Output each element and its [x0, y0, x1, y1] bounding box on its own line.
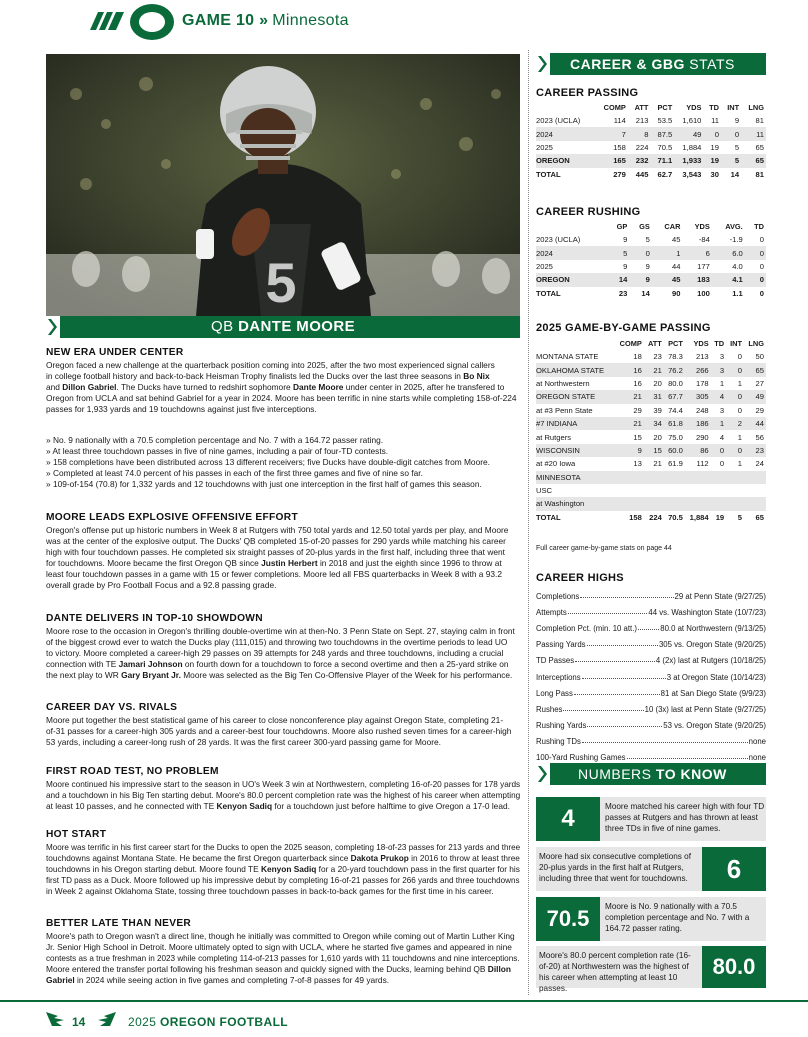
table-row: 2024 7 8 87.5 49 0 0 11 — [536, 127, 766, 140]
section-body-new-era: Oregon faced a new challenge at the quarterback position coming into 2025, after the two most experienced signal callers in college football history and back-to-back Heisman Trophy finalists led the Ducks over the last three seasons in Bo Nix and Dillon Gabriel. The Ducks have turned to redshirt sophomore Dante Moore under center in 2025, after he transfered to Oregon from UCLA and sat behind Gabriel for a year in 2024. Moore has been terrific in nine starts while completing 158-of-224 passes for 1,933 yards and 19 touchdowns against just five interceptions. — [46, 360, 517, 415]
table-cell: 3 — [719, 405, 725, 415]
table-cell: 13 — [633, 459, 642, 469]
table-cell: 65 — [744, 363, 766, 376]
footer-publication-title: 2025 OREGON FOOTBALL — [128, 1015, 289, 1029]
table-cell: 3 — [719, 352, 725, 362]
table-cell: 9 — [615, 444, 644, 457]
gbg-footnote: Full career game-by-game stats on page 44 — [536, 545, 672, 552]
dot-leader — [627, 753, 748, 759]
section-body-showdown: Moore rose to the occasion in Oregon's thrilling double-overtime win at then-No. 3 Penn State on Sept. 27, staying calm in front of the biggest crowd ever to watch the Ducks play (111,015) and throwing two touchdowns in the overtime periods to lead UO to victory. Moore completed a career-high 29 passes on 39 attempts for 248 yards and three touchdowns, including a crucial connection with TE Jamari Johnson on fourth down for a touchdown to force a second overtime and then a 25-yard strike on the next play to WR Gary Bryant Jr. Moore was selected as the Big Ten Co-Offensive Player of the Week for his performance. — [46, 626, 515, 681]
section-title-new-era: NEW ERA UNDER CENTER — [46, 347, 184, 358]
table-cell — [711, 471, 727, 484]
table-row — [536, 497, 766, 510]
list-item — [536, 718, 766, 734]
table-cell: 21 — [615, 417, 644, 430]
wing-icon — [44, 1008, 68, 1032]
table-cell: USC — [536, 486, 553, 496]
table-cell — [615, 471, 644, 484]
table-cell: 21 — [644, 363, 664, 376]
table-row: TOTAL 279 445 62.7 3,543 30 14 81 — [536, 169, 764, 179]
table-cell: 78.3 — [668, 352, 683, 362]
table-cell: OREGON STATE — [536, 390, 615, 403]
table-cell: 76.2 — [664, 363, 685, 376]
table-row — [536, 404, 766, 417]
wing-icon — [94, 1008, 118, 1032]
career-highs-title: CAREER HIGHS — [536, 572, 624, 584]
table-cell: 21 — [615, 390, 644, 403]
photo-illustration — [46, 54, 520, 316]
table-cell: at #3 Penn State — [536, 405, 593, 415]
table-cell: #7 INDIANA — [536, 417, 615, 430]
table-cell: at Washington — [536, 497, 615, 510]
table-cell: 1,884 — [689, 512, 709, 522]
career-high-label: Rushing TDs — [536, 737, 581, 747]
career-high-label: TD Passes — [536, 656, 575, 666]
career-rushing-table — [536, 220, 766, 300]
table-cell — [711, 484, 727, 497]
table-cell: 1 — [711, 417, 727, 430]
career-high-label: Long Pass — [536, 688, 573, 698]
caption-player-name: DANTE MOORE — [238, 318, 355, 335]
career-high-label: Passing Yards — [536, 640, 586, 650]
career-high-label: Rushes — [536, 704, 563, 714]
table-cell — [664, 471, 685, 484]
table-cell: 15 — [633, 432, 642, 442]
column-divider — [528, 50, 529, 995]
oregon-o-logo-icon — [128, 2, 176, 42]
table-cell: 4 — [711, 390, 727, 403]
list-item: » At least three touchdown passes in five of nine games, including a pair of four-TD contests. — [46, 446, 389, 457]
numbers-to-know-header: NUMBERS TO KNOW — [536, 763, 766, 785]
table-row — [536, 350, 766, 363]
table-row: 2024 5 0 1 6 6.0 0 — [536, 246, 766, 259]
dot-leader — [582, 737, 748, 743]
table-cell: 29 — [633, 405, 642, 415]
page-number: 14 — [72, 1015, 86, 1029]
table-cell: 0 — [726, 390, 744, 403]
list-item: » Completed at least 74.0 percent of his passes in each of the first three games and five of nine so far. — [46, 468, 423, 479]
table-cell: 60.0 — [664, 444, 685, 457]
table-cell: 19 — [715, 512, 725, 522]
career-rushing-title: CAREER RUSHING — [536, 206, 641, 218]
jersey-number: 5 — [265, 251, 297, 314]
table-cell: 74.4 — [668, 405, 683, 415]
table-cell: TOTAL — [536, 512, 561, 522]
chevron-right-icon — [46, 316, 60, 338]
list-item — [536, 701, 766, 717]
caption-position: QB — [211, 318, 234, 335]
ntk-number-3: 70.5 — [536, 897, 600, 941]
table-header-row: COMP ATT PCT YDS TD INT LNG — [619, 339, 764, 348]
dot-leader — [638, 624, 659, 630]
table-cell: 224 — [649, 512, 662, 522]
list-item — [536, 588, 766, 604]
list-item: » No. 9 nationally with a 70.5 completion percentage and No. 7 with a 164.72 passer rating. — [46, 435, 384, 445]
opponent-name: Minnesota — [272, 12, 349, 29]
dot-leader — [582, 673, 666, 679]
list-item — [536, 620, 766, 636]
table-cell: 15 — [644, 444, 664, 457]
photo-caption-bar — [46, 316, 520, 338]
table-cell: 16 — [615, 363, 644, 376]
career-gbg-stats-header: CAREER & GBG STATS — [536, 53, 766, 75]
chevron-right-icon — [536, 53, 550, 75]
ntk-text-4: Moore's 80.0 percent completion rate (16-of-20) at Northwestern was the highest of his career when attempting at least 10 passes. — [539, 951, 691, 993]
ntk-text-1: Moore matched his career high with four TD passes at Rutgers and has thrown at least three TDs in five of nine games. — [605, 802, 765, 833]
table-cell: 112 — [696, 459, 709, 469]
section-body-better-late: Moore's path to Oregon wasn't a direct line, though he initially was committed to Oregon while coming out of Martin Luther King Jr. Senior High School in Detroit. Moore ultimately opted to sign with UCLA, where he started five games and appeared in nine contests as a true freshman in 2023 while completing 114-of-213 passes for 1,610 yards with 11 touchdowns and nine interceptions. Moore entered the transfer portal following his freshman season and quickly signed with the Ducks, learning behind QB Dillon Gabriel in 2024 while seeing action in five games and completing 7-of-8 passes for 49 yards. — [46, 931, 520, 986]
dot-leader — [587, 640, 658, 646]
table-cell — [644, 497, 664, 510]
table-row — [536, 363, 766, 376]
table-row — [536, 390, 766, 403]
table-cell — [711, 497, 727, 510]
list-item — [536, 685, 766, 701]
table-cell — [664, 484, 685, 497]
table-cell: 27 — [755, 378, 764, 388]
career-high-label: Interceptions — [536, 672, 581, 682]
career-high-label: Attempts — [536, 607, 567, 617]
table-cell: 24 — [755, 459, 764, 469]
list-item — [536, 604, 766, 620]
ntk-number-1: 4 — [536, 797, 600, 841]
table-cell: 266 — [685, 363, 711, 376]
table-cell: 2 — [726, 417, 744, 430]
table-cell: 1 — [737, 378, 742, 388]
table-cell — [685, 471, 711, 484]
career-high-value: none — [748, 737, 766, 747]
table-cell: 80.0 — [668, 378, 683, 388]
career-high-value: 80.0 at Northwestern (9/13/25) — [660, 623, 766, 633]
game-label: GAME 10 » Minnesota — [182, 12, 349, 29]
table-cell: 4 — [719, 432, 725, 442]
list-item — [536, 734, 766, 750]
table-cell: 0 — [737, 352, 742, 362]
table-cell: 0 — [726, 363, 744, 376]
table-cell: 178 — [695, 378, 709, 388]
table-row — [536, 457, 766, 470]
dot-leader — [574, 689, 660, 695]
table-cell: MINNESOTA — [536, 471, 615, 484]
table-cell — [726, 471, 744, 484]
career-high-value: 305 vs. Oregon State (9/20/25) — [658, 640, 766, 650]
section-body-hot-start: Moore was terrific in his first career start for the Ducks to open the 2025 season, completing 18-of-23 passes for 213 yards and three touchdowns against Montana State. He became the first Oregon quarterback since Dakota Prukop in 2016 to throw at least three touchdowns in his Oregon starting debut. Moore found TE Kenyon Sadiq for a 20-yard touchdown pass in the first quarter for his first TD pass as a Duck. Moore followed up his impressive debut by completing 16-of-21 passes for 266 yards and three touchdowns in Week 2 against Oklahoma State, tossing three touchdown passes in back-to-back games for the first time in his career. — [46, 842, 521, 897]
table-row — [536, 511, 766, 524]
table-cell: 50 — [755, 352, 764, 362]
table-cell: 61.8 — [664, 417, 685, 430]
list-item — [536, 637, 766, 653]
table-cell: OKLAHOMA STATE — [536, 363, 615, 376]
table-cell: 39 — [653, 405, 662, 415]
table-cell: 70.5 — [668, 512, 683, 522]
list-item: » 158 completions have been distributed across 13 different receivers; five Ducks have double-digit catches from Moore. — [46, 457, 490, 468]
table-cell — [726, 497, 744, 510]
table-row: 2025 9 9 44 177 4.0 0 — [536, 261, 764, 271]
career-passing-table — [536, 101, 766, 181]
table-cell: 290 — [695, 432, 709, 442]
table-row: OREGON 165 232 71.1 1,933 19 5 65 — [536, 154, 766, 167]
table-cell: 0 — [711, 444, 727, 457]
section-title-better-late: BETTER LATE THAN NEVER — [46, 918, 192, 929]
career-high-label: Completions — [536, 591, 580, 601]
table-cell: at Rutgers — [536, 432, 572, 442]
table-cell: 0 — [719, 459, 725, 469]
list-item — [536, 653, 766, 669]
table-cell: 65 — [755, 512, 764, 522]
table-cell: 23 — [744, 444, 766, 457]
career-high-value: none — [748, 753, 766, 763]
career-high-value: 3 at Oregon State (10/14/23) — [666, 672, 766, 682]
table-cell: 29 — [755, 405, 764, 415]
table-cell: 0 — [737, 405, 742, 415]
career-passing-title: CAREER PASSING — [536, 87, 639, 99]
table-cell — [615, 497, 644, 510]
dot-leader — [575, 656, 655, 662]
dot-leader — [568, 608, 648, 614]
ntk-text-2: Moore had six consecutive completions of 20-plus yards in the first half at Rutgers, including three that went for touchdowns. — [539, 852, 692, 883]
table-cell: 34 — [644, 417, 664, 430]
footer-rule — [0, 1000, 808, 1002]
career-high-label: 100-Yard Rushing Games — [536, 753, 626, 763]
table-cell: 21 — [653, 459, 662, 469]
career-high-value: 10 (3x) last at Penn State (9/27/25) — [644, 704, 766, 714]
table-cell: 0 — [726, 444, 744, 457]
career-high-value: 53 vs. Oregon State (9/20/25) — [663, 721, 766, 731]
table-cell: 158 — [629, 512, 642, 522]
career-high-label: Rushing Yards — [536, 721, 587, 731]
table-cell: at #20 Iowa — [536, 459, 576, 469]
stripes-icon — [90, 12, 124, 30]
section-title-showdown: DANTE DELIVERS IN TOP-10 SHOWDOWN — [46, 613, 263, 624]
table-cell: MONTANA STATE — [536, 352, 599, 362]
list-item: » 109-of-154 (70.8) for 1,332 yards and 12 touchdowns with just one interception in the first half of games this season. — [46, 479, 482, 490]
section-title-career-day: CAREER DAY VS. RIVALS — [46, 702, 178, 713]
new-era-bullet-list — [46, 435, 522, 490]
table-cell — [685, 484, 711, 497]
table-row — [536, 417, 766, 430]
career-high-value: 81 at San Diego State (9/9/23) — [660, 688, 766, 698]
table-cell — [644, 484, 664, 497]
dot-leader — [587, 721, 662, 727]
table-cell: 5 — [737, 512, 742, 522]
page-header — [0, 0, 808, 44]
table-row — [536, 444, 766, 457]
section-title-hot-start: HOT START — [46, 829, 107, 840]
table-cell: 86 — [685, 444, 711, 457]
table-cell: 67.7 — [664, 390, 685, 403]
gbg-passing-title: 2025 GAME-BY-GAME PASSING — [536, 322, 711, 334]
table-row — [536, 471, 766, 484]
table-cell — [744, 471, 766, 484]
table-cell — [685, 497, 711, 510]
table-row — [536, 484, 766, 497]
table-cell — [644, 471, 664, 484]
table-cell: at Northwestern — [536, 378, 590, 388]
table-cell — [744, 497, 766, 510]
table-row — [536, 430, 766, 443]
table-cell: 213 — [695, 352, 709, 362]
table-cell: 305 — [685, 390, 711, 403]
table-cell: 44 — [744, 417, 766, 430]
table-row: 2023 (UCLA) 9 5 45 -84 -1.9 0 — [536, 235, 764, 245]
player-photo — [46, 54, 520, 316]
table-cell: 3 — [711, 363, 727, 376]
career-high-value: 29 at Penn State (9/27/25) — [674, 591, 766, 601]
table-cell: 20 — [653, 432, 662, 442]
table-row: OREGON 14 9 45 183 4.1 0 — [536, 273, 766, 286]
career-high-value: 44 vs. Washington State (10/7/23) — [648, 607, 766, 617]
section-title-road-test: FIRST ROAD TEST, NO PROBLEM — [46, 766, 219, 777]
table-cell: 49 — [744, 390, 766, 403]
table-header-row: GP GS CAR YDS AVG. TD — [616, 222, 764, 231]
career-high-label: Completion Pct. (min. 10 att.) — [536, 623, 637, 633]
table-cell: 61.9 — [668, 459, 683, 469]
table-cell: 248 — [695, 405, 709, 415]
career-highs-list — [536, 588, 766, 766]
section-body-career-day: Moore put together the best statistical game of his career to close nonconference play against Oregon State, completing 21- of-31 passes for a career-high 305 yards and a career-best four touchdowns. Moore also rushed seven times for a career-high 53 yards, including a career-long rush of 28 yards. It was the first career 300-yard passing game for Moore. — [46, 715, 512, 748]
table-row — [536, 377, 766, 390]
section-body-road-test: Moore continued his impressive start to the season in UO's Week 3 win at Northwestern, completing 16-of-20 passes for 178 yards and a touchdown in his Big Ten starting debut. Moore's 80.0 percent completion rate was the highest of his career when attempting at least 10 passes, and he connected with TE Kenyon Sadiq for a touchdown just before halftime to give Oregon a 17-0 lead. — [46, 779, 521, 812]
list-item — [536, 669, 766, 685]
table-cell — [615, 484, 644, 497]
table-row: 2025 158 224 70.5 1,884 19 5 65 — [536, 142, 764, 152]
section-body-explosive: Oregon's offense put up historic numbers in Week 8 at Rutgers with 750 total yards and 12.50 total yards per play, and Moore was at the center of the explosive output. The Ducks' QB completed 15-of-20 passes for 290 yards while matching his career high with four touchdown passes. He completed six straight passes of 20-plus yards in the first half, including three that went for touchdowns. Moore became the first Oregon QB since Justin Herbert in 2018 and just the eighth since 1996 to throw at least four touchdown passes in a game with 15 or fewer completions. Moore led all FBS quarterbacks in Week 8 with a 93.2 overall grade by Pro Football Focus and a 92.8 passing grade. — [46, 525, 509, 591]
table-cell: 56 — [755, 432, 764, 442]
table-cell: 20 — [653, 378, 662, 388]
table-row: TOTAL 23 14 90 100 1.1 0 — [536, 288, 764, 298]
table-cell: WISCONSIN — [536, 444, 615, 457]
table-cell: 18 — [633, 352, 642, 362]
table-cell: 31 — [644, 390, 664, 403]
table-cell: 186 — [685, 417, 711, 430]
table-header-row: COMP ATT PCT YDS TD INT LNG — [603, 103, 764, 112]
table-cell — [744, 484, 766, 497]
table-cell: 1 — [737, 459, 742, 469]
table-cell: 75.0 — [668, 432, 683, 442]
career-high-value: 4 (2x) last at Rutgers (10/18/25) — [655, 656, 766, 666]
dot-leader — [580, 592, 673, 598]
ntk-text-3: Moore is No. 9 nationally with a 70.5 completion percentage and No. 7 with a 164.72 passer rating. — [605, 902, 750, 933]
ntk-number-2: 6 — [702, 847, 766, 891]
ntk-number-4: 80.0 — [702, 946, 766, 988]
table-cell: 23 — [653, 352, 662, 362]
chevron-right-icon — [536, 763, 550, 785]
table-cell: 1 — [737, 432, 742, 442]
table-row: 2023 (UCLA) 114 213 53.5 1,610 11 9 81 — [536, 116, 764, 126]
table-cell — [726, 484, 744, 497]
table-cell: 16 — [633, 378, 642, 388]
section-title-explosive: MOORE LEADS EXPLOSIVE OFFENSIVE EFFORT — [46, 512, 298, 523]
gbg-passing-table — [536, 337, 766, 524]
table-cell — [664, 497, 685, 510]
dot-leader — [563, 705, 643, 711]
table-cell: 1 — [719, 378, 725, 388]
